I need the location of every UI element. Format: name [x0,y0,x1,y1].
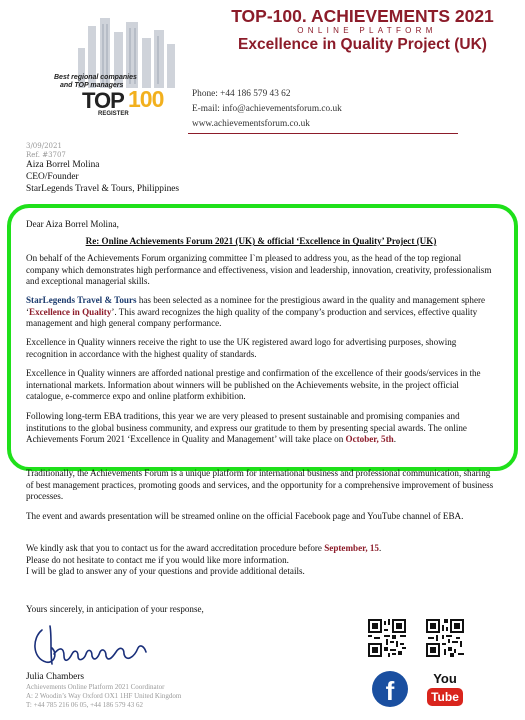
facebook-glyph: f [385,676,395,706]
signer-phones: T: +44 785 216 06 05, +44 186 579 43 62 [26,701,144,709]
signer-address: A: 2 Woodin’s Way Oxford OX1 1HF United Kingdom [26,692,182,700]
paragraph-8-line-3: I will be glad to answer any of your questions and provide additional details. [26,566,305,577]
paragraph-7: The event and awards presentation will be streamed online on the official Facebook page and YouTube channel of EBA. [26,511,464,521]
logo-tagline-2: and TOP managers [60,82,124,89]
logo-tagline-1: Best regional companies [54,74,137,81]
letterhead-project: Excellence in Quality Project (UK) [238,36,487,53]
forum-date: October, 5th [345,434,394,445]
signer-role: Achievements Online Platform 2021 Coordinator [26,683,165,691]
contact-phone: Phone: +44 186 579 43 62 [192,89,291,99]
handwritten-signature [28,618,158,670]
paragraph-3: Excellence in Quality winners receive the right to use the UK registered award logo for advertising purposes, showing recognition in accordance with the highest quality of standards. [26,337,457,359]
letter-ref: Ref. #3707 [26,151,66,159]
subject-text: Re: Online Achievements Forum 2021 (UK) & official ‘Excellence in Quality’ Project (UK) [85,236,437,246]
recipient-company: StarLegends Travel & Tours, Philippines [26,184,180,194]
recipient-name: Aiza Borrel Molina [26,160,100,170]
logo-register-label: REGISTER [98,111,129,117]
facebook-qr-code[interactable] [368,619,406,657]
letterhead-subtitle: ONLINE PLATFORM [297,26,437,35]
contact-email[interactable]: E-mail: info@achievementsforum.co.uk [192,104,342,114]
deadline-date: September, 15 [324,543,379,553]
award-name: Excellence in Quality [29,306,112,317]
paragraph-2-text-b: ’. This award recognizes the high quality of the company’s production and services, effective quality management and high general company performance. [26,306,478,329]
recipient-title: CEO/Founder [26,172,79,182]
youtube-qr-code[interactable] [426,619,464,657]
paragraph-2 [26,295,496,330]
paragraph-8-end: . [378,543,382,553]
paragraph-8 [26,543,496,578]
paragraph-2-text-a: has been selected as a nominee for the prestigious award in the quality and management sphere ‘ [26,295,486,317]
salutation: Dear Aiza Borrel Molina, [26,219,119,229]
paragraph-5 [26,411,496,446]
paragraph-1: On behalf of the Achievements Forum organizing committee I`m pleased to address you, as the head of the top regional company which demonstrates high performance and effectiveness, vision and leadership, innovation, creativity, professionalism and exceptional managerial skills. [26,253,492,287]
facebook-icon[interactable] [372,671,408,707]
logo [50,18,185,123]
letter-date: 3/09/2021 [26,142,62,150]
paragraph-8-text: We kindly ask that you to contact us for the award accreditation procedure before [26,543,325,553]
contact-website[interactable]: www.achievementsforum.co.uk [192,119,310,129]
logo-top-word: TOP [82,88,124,113]
letterhead-title: TOP-100. ACHIEVEMENTS 2021 [231,6,494,26]
subject-line [26,236,496,248]
nominee-company: StarLegends Travel & Tours [26,295,137,305]
logo-number: 100 [128,86,164,112]
youtube-icon[interactable] [427,671,463,713]
paragraph-8-line-2: Please do not hesitate to contact me if you would like more information. [26,554,289,565]
paragraph-6: Traditionally, the Achievements Forum is a unique platform for international business and professional communication, sharing of best management practices, promoting goods and services, and the opportunity for a comprehensive improvement of business processes. [26,468,494,502]
letterhead-divider [188,133,458,134]
paragraph-4: Excellence in Quality winners are afforded national prestige and confirmation of the excellence of their goods/services in the international markets. Information about winners will be published on the Achievements website, in the project official catalogue, e-commerce expo and online platform exhibition. [26,368,481,402]
youtube-tube-label: Tube [427,688,463,706]
youtube-you-label: You [433,671,457,686]
closing-line: Yours sincerely, in anticipation of your response, [26,604,204,614]
paragraph-5-end: . [393,434,396,445]
paragraph-5-text: Following long-term EBA traditions, this year we are very pleased to present sustainable and promising companies and institutions to the global business community, and express our gratitude to them by presenting special awards. The online Achievements Forum 2021 ‘Excellence in Quality and Management’ will take place on [26,411,467,445]
signer-name: Julia Chambers [26,672,85,682]
